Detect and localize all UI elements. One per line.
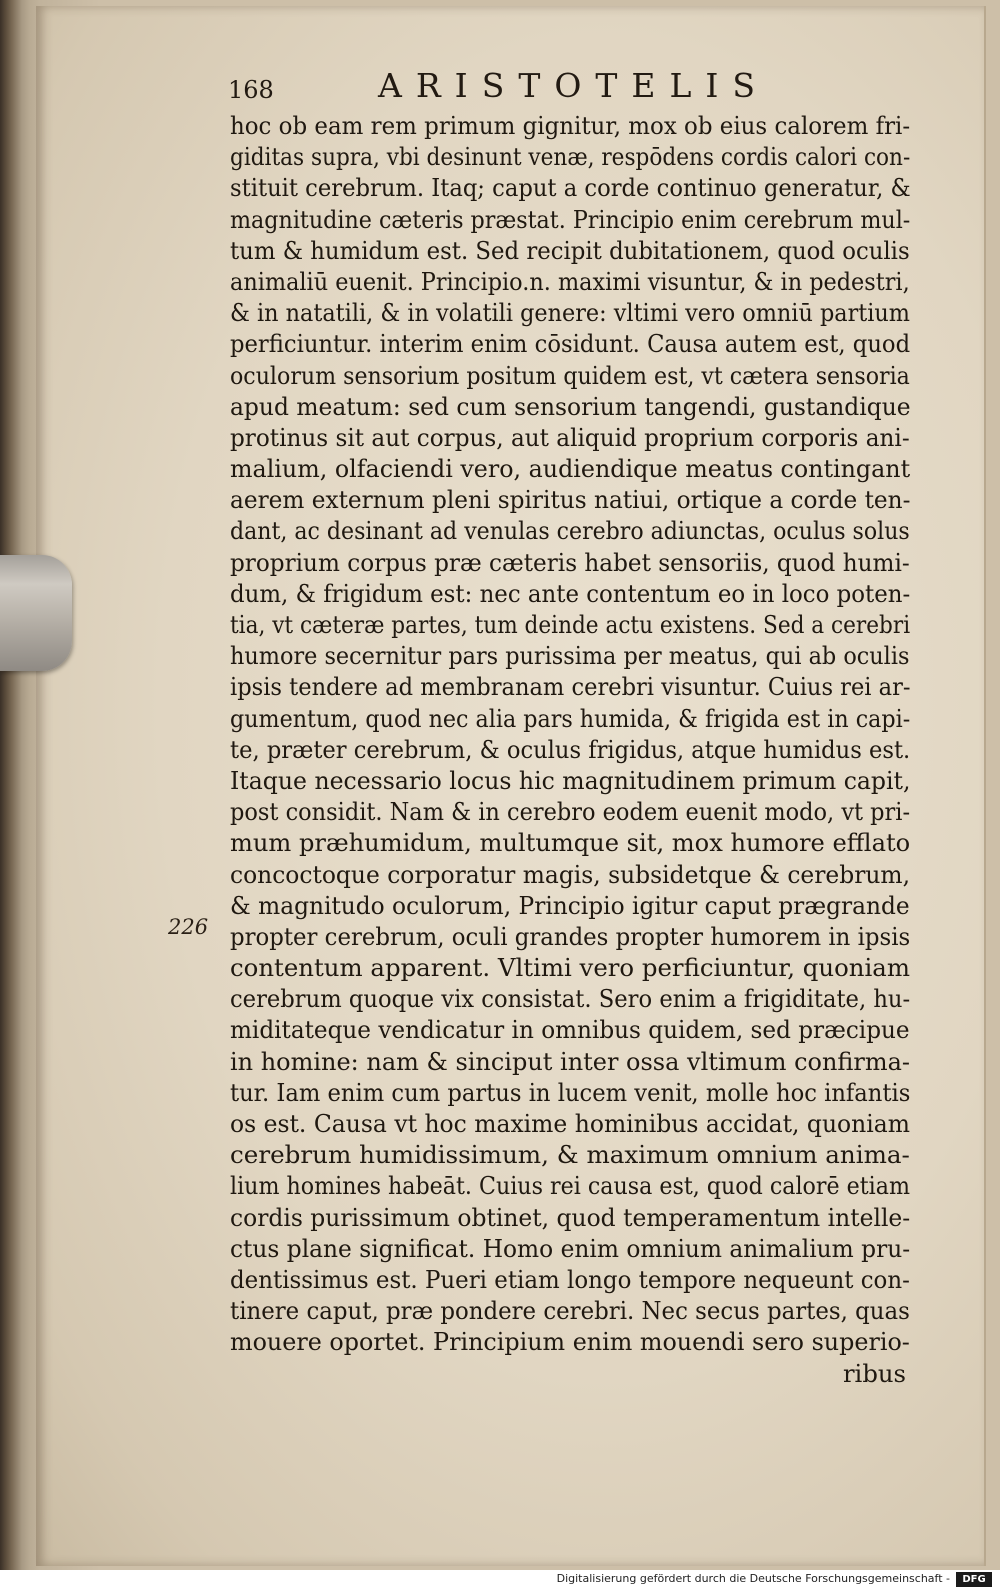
margin-note: 226 xyxy=(168,915,209,939)
text-line: concoctoque corporatur magis, subsidetque & cerebrum, xyxy=(230,859,911,889)
text-line: dentissimus est. Pueri etiam longo tempore nequeunt con- xyxy=(230,1264,910,1294)
page-clip-tab xyxy=(0,555,72,671)
text-line: protinus sit aut corpus, aut aliquid proprium corporis ani- xyxy=(230,422,910,452)
text-line: post considit. Nam & in cerebro eodem euenit modo, vt pri- xyxy=(230,797,911,827)
text-line: gumentum, quod nec alia pars humida, & frigida est in capi- xyxy=(230,703,911,733)
text-line: lium homines habeāt. Cuius rei causa est, quod calorē etiam xyxy=(230,1171,910,1201)
text-line: stituit cerebrum. Itaq; caput a corde continuo generatur, & xyxy=(230,173,911,203)
text-line: in homine: nam & sinciput inter ossa vltimum confirma- xyxy=(230,1046,911,1076)
text-line: oculorum sensorium positum quidem est, vt cætera sensoria xyxy=(230,360,910,390)
text-line: mouere oportet. Principium enim mouendi sero superio- xyxy=(230,1327,910,1357)
text-line: miditateque vendicatur in omnibus quidem, sed præcipue xyxy=(230,1015,910,1045)
text-line: animaliū euenit. Principio.n. maximi visuntur, & in pedestri, xyxy=(230,266,910,296)
text-line: & magnitudo oculorum, Principio igitur caput prægrande xyxy=(230,890,910,920)
footer-credit-text: Digitalisierung gefördert durch die Deutsche Forschungsgemeinschaft - xyxy=(556,1572,950,1585)
text-line: magnitudine cæteris præstat. Principio enim cerebrum mul- xyxy=(230,204,911,234)
text-line: perficiuntur. interim enim cōsidunt. Causa autem est, quod xyxy=(230,329,911,359)
text-line: & in natatili, & in volatili genere: vltimi vero omniū partium xyxy=(230,298,911,328)
text-line: te, præter cerebrum, & oculus frigidus, atque humidus est. xyxy=(230,734,911,764)
text-line: tur. Iam enim cum partus in lucem venit, molle hoc infantis xyxy=(230,1077,911,1107)
text-line: giditas supra, vbi desinunt venæ, respōdens cordis calori con- xyxy=(230,142,911,172)
catchword: ribus xyxy=(842,1358,906,1388)
text-line: contentum apparent. Vltimi vero perficiuntur, quoniam xyxy=(230,953,910,983)
body-text xyxy=(230,110,910,1389)
running-title: ARISTOTELIS xyxy=(378,66,770,105)
text-line: propter cerebrum, oculi grandes propter humorem in ipsis xyxy=(230,921,911,951)
page-number: 168 xyxy=(228,76,274,104)
text-line: malium, olfaciendi vero, audiendique meatus contingant xyxy=(230,454,911,484)
text-line: cordis purissimum obtinet, quod temperamentum intelle- xyxy=(230,1202,911,1232)
text-line: hoc ob eam rem primum gignitur, mox ob eius calorem fri- xyxy=(230,111,911,140)
text-line: Itaque necessario locus hic magnitudinem primum capit, xyxy=(230,765,911,795)
text-line: apud meatum: sed cum sensorium tangendi, gustandique xyxy=(230,391,911,421)
text-line: ipsis tendere ad membranam cerebri visuntur. Cuius rei ar- xyxy=(230,672,911,702)
text-line: cerebrum humidissimum, & maximum omnium anima- xyxy=(230,1140,910,1170)
text-line: tinere caput, præ pondere cerebri. Nec secus partes, quas xyxy=(230,1296,910,1326)
text-line: humore secernitur pars purissima per meatus, qui ab oculis xyxy=(230,641,910,671)
text-line: ctus plane significat. Homo enim omnium animalium pru- xyxy=(230,1233,911,1263)
digitization-footer xyxy=(0,1570,1000,1589)
dfg-logo: DFG xyxy=(956,1572,992,1587)
text-line: dant, ac desinant ad venulas cerebro adiunctas, oculus solus xyxy=(230,516,910,546)
text-line: dum, & frigidum est: nec ante contentum eo in loco poten- xyxy=(230,578,911,608)
text-line: cerebrum quoque vix consistat. Sero enim a frigiditate, hu- xyxy=(230,984,911,1014)
text-line: proprium corpus præ cæteris habet sensoriis, quod humi- xyxy=(230,547,910,577)
text-line: aerem externum pleni spiritus natiui, ortique a corde ten- xyxy=(230,485,911,515)
text-line: os est. Causa vt hoc maxime hominibus accidat, quoniam xyxy=(230,1109,910,1138)
text-line: mum præhumidum, multumque sit, mox humore efflato xyxy=(230,828,911,858)
running-head xyxy=(228,62,928,112)
text-line: tum & humidum est. Sed recipit dubitationem, quod oculis xyxy=(230,235,910,265)
text-line: tia, vt cæteræ partes, tum deinde actu existens. Sed a cerebri xyxy=(230,610,911,639)
